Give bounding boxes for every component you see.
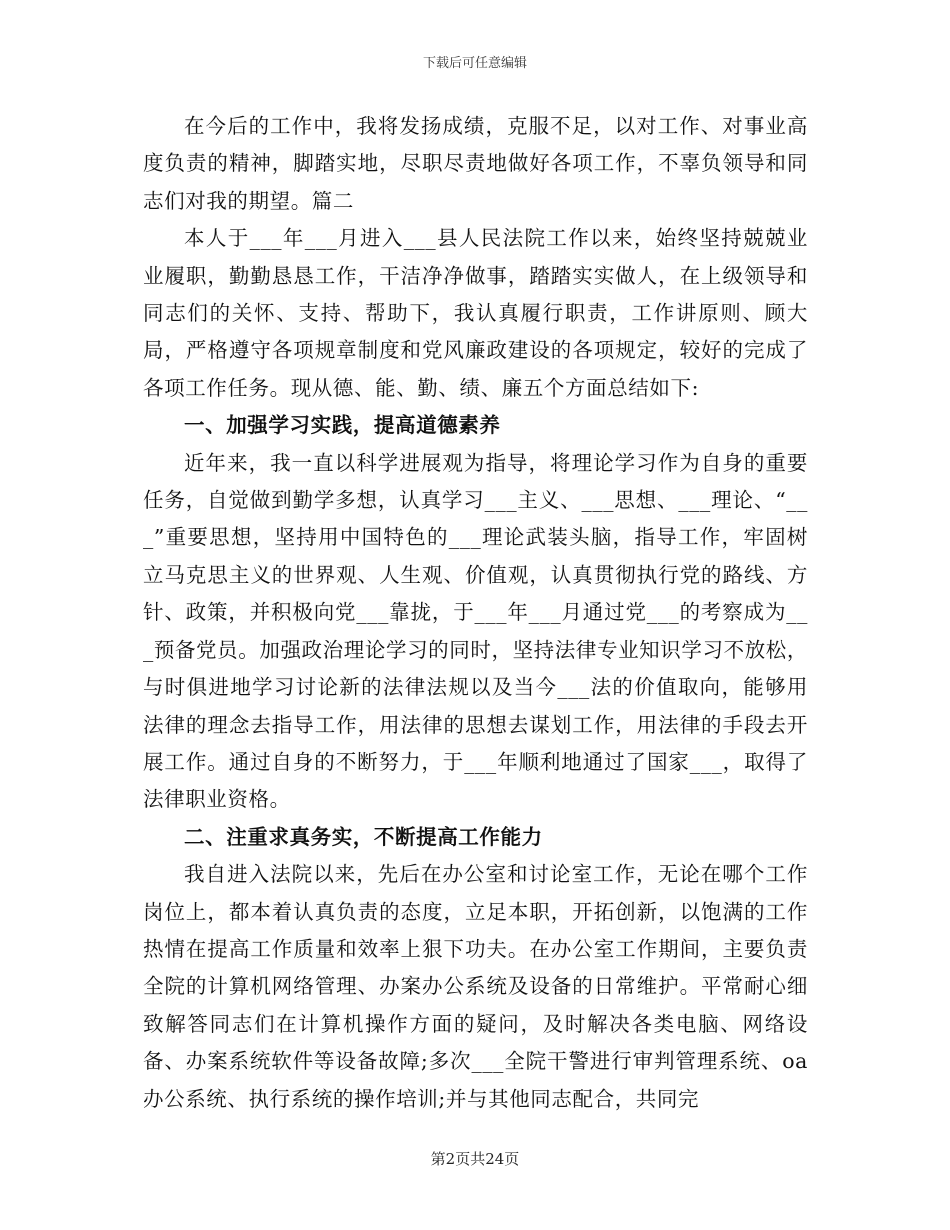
page-number-footer: 第2页共24页 bbox=[430, 1150, 520, 1168]
body-paragraph: 本人于___年___月进入___县人民法院工作以来，始终坚持兢兢业业履职，勤勤恳恳工作，干洁净净做事，踏踏实实做人，在上级领导和同志们的关怀、支持、帮助下，我认真履行职责，工作讲原则、顾大局，严格遵守各项规章制度和党风廉政建设的各项规定，较好的完成了各项工作任务。现从德、能、勤、绩、廉五个方面总结如下: bbox=[143, 226, 808, 400]
document-body bbox=[143, 108, 808, 1118]
page-header: 下载后可任意编辑 bbox=[422, 56, 527, 71]
body-paragraph: 近年来，我一直以科学进展观为指导，将理论学习作为自身的重要任务，自觉做到勤学多想，认真学习___主义、___思想、___理论、“___”重要思想，坚持用中国特色的___理论武装头脑，指导工作，牢固树立马克思主义的世界观、人生观、价值观，认真贯彻执行党的路线、方针、政策，并积极向党___靠拢，于___年___月通过党___的考察成为___预备党员。加强政治理论学习的同时，坚持法律专业知识学习不放松，与时俱进地学习讨论新的法律法规以及当今___法的价值取向，能够用法律的理念去指导工作，用法律的思想去谋划工作，用法律的手段去开展工作。通过自身的不断努力，于___年顺利地通过了国家___，取得了法律职业资格。 bbox=[143, 450, 808, 812]
body-paragraph: 我自进入法院以来，先后在办公室和讨论室工作，无论在哪个工作岗位上，都本着认真负责的态度，立足本职，开拓创新，以饱满的工作热情在提高工作质量和效率上狠下功夫。在办公室工作期间，主要负责全院的计算机网络管理、办案办公系统及设备的日常维护。平常耐心细致解答同志们在计算机操作方面的疑问，及时解决各类电脑、网络设备、办案系统软件等设备故障;多次___全院干警进行审判管理系统、oa办公系统、执行系统的操作培训;并与其他同志配合，共同完 bbox=[143, 862, 808, 1111]
section-heading: 一、加强学习实践，提高道德素养 bbox=[184, 413, 501, 438]
body-paragraph: 在今后的工作中，我将发扬成绩，克服不足，以对工作、对事业高度负责的精神，脚踏实地，尽职尽责地做好各项工作，不辜负领导和同志们对我的期望。篇二 bbox=[143, 114, 808, 213]
section-heading: 二、注重求真务实，不断提高工作能力 bbox=[184, 824, 543, 849]
